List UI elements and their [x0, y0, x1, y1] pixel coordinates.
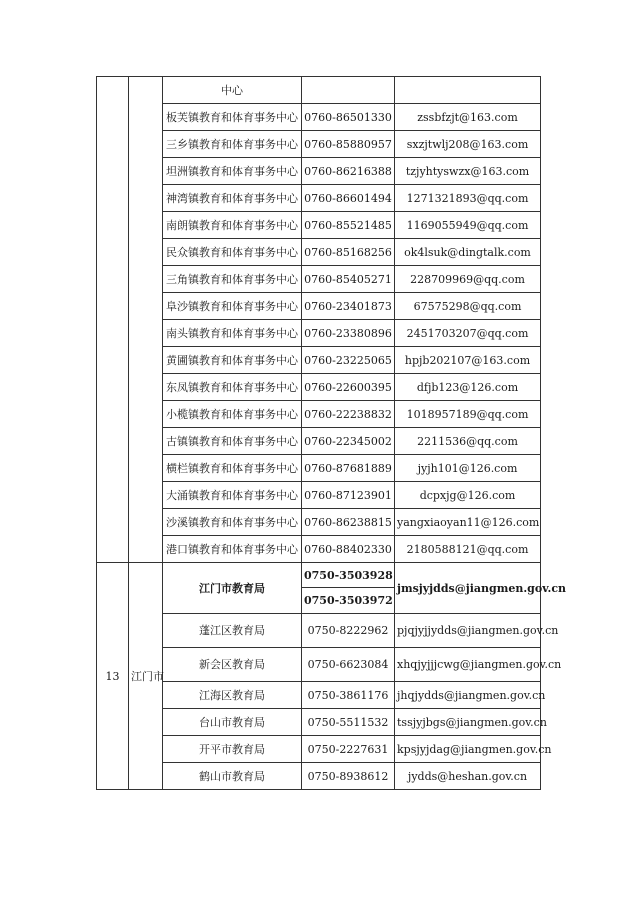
unit-cell: 大涌镇教育和体育事务中心	[163, 482, 302, 509]
unit-cell: 中心	[163, 77, 302, 104]
email-cell: pjqjyjjydds@jiangmen.gov.cn	[395, 614, 541, 648]
table-row	[97, 158, 541, 185]
email-cell: dcpxjg@126.com	[395, 482, 541, 509]
table-row	[97, 763, 541, 790]
email-cell: 1169055949@qq.com	[395, 212, 541, 239]
phone-cell: 0760-86501330	[302, 104, 395, 131]
email-cell: dfjb123@126.com	[395, 374, 541, 401]
phone-cell: 0760-85521485	[302, 212, 395, 239]
table-row	[97, 131, 541, 158]
table-row	[97, 293, 541, 320]
unit-cell: 古镇镇教育和体育事务中心	[163, 428, 302, 455]
table-row	[97, 536, 541, 563]
email-cell: hpjb202107@163.com	[395, 347, 541, 374]
table-row	[97, 320, 541, 347]
table-row	[97, 185, 541, 212]
unit-cell: 东凤镇教育和体育事务中心	[163, 374, 302, 401]
unit-cell: 开平市教育局	[163, 736, 302, 763]
phone-cell: 0750-2227631	[302, 736, 395, 763]
email-cell: yangxiaoyan11@126.com	[395, 509, 541, 536]
city-cell: 江门市	[129, 563, 163, 790]
unit-cell: 江门市教育局	[163, 563, 302, 614]
phone-cell: 0760-23401873	[302, 293, 395, 320]
phone-cell: 0760-88402330	[302, 536, 395, 563]
table-row	[97, 266, 541, 293]
email-cell: jyjh101@126.com	[395, 455, 541, 482]
phone-cell: 0750-3503972	[302, 588, 395, 614]
email-cell	[395, 77, 541, 104]
unit-cell: 鹤山市教育局	[163, 763, 302, 790]
table-row	[97, 614, 541, 648]
email-cell: jmsjyjdds@jiangmen.gov.cn	[395, 563, 541, 614]
phone-cell: 0760-23380896	[302, 320, 395, 347]
unit-cell: 沙溪镇教育和体育事务中心	[163, 509, 302, 536]
city-cell	[129, 77, 163, 563]
table-row	[97, 374, 541, 401]
unit-cell: 民众镇教育和体育事务中心	[163, 239, 302, 266]
phone-cell: 0760-86601494	[302, 185, 395, 212]
unit-cell: 阜沙镇教育和体育事务中心	[163, 293, 302, 320]
phone-cell: 0760-22345002	[302, 428, 395, 455]
email-cell: 2451703207@qq.com	[395, 320, 541, 347]
index-cell	[97, 77, 129, 563]
phone-cell: 0750-3861176	[302, 682, 395, 709]
unit-cell: 三乡镇教育和体育事务中心	[163, 131, 302, 158]
table-row	[97, 509, 541, 536]
email-cell: zssbfzjt@163.com	[395, 104, 541, 131]
phone-cell: 0760-87681889	[302, 455, 395, 482]
email-cell: jydds@heshan.gov.cn	[395, 763, 541, 790]
phone-cell: 0760-87123901	[302, 482, 395, 509]
email-cell: 228709969@qq.com	[395, 266, 541, 293]
table-row	[97, 709, 541, 736]
phone-cell: 0750-6623084	[302, 648, 395, 682]
unit-cell: 三角镇教育和体育事务中心	[163, 266, 302, 293]
unit-cell: 南朗镇教育和体育事务中心	[163, 212, 302, 239]
table-row	[97, 482, 541, 509]
email-cell: ok4lsuk@dingtalk.com	[395, 239, 541, 266]
phone-cell: 0750-8938612	[302, 763, 395, 790]
unit-cell: 台山市教育局	[163, 709, 302, 736]
email-cell: tssjyjbgs@jiangmen.gov.cn	[395, 709, 541, 736]
email-cell: 2180588121@qq.com	[395, 536, 541, 563]
unit-cell: 蓬江区教育局	[163, 614, 302, 648]
phone-cell: 0750-5511532	[302, 709, 395, 736]
phone-cell: 0760-85405271	[302, 266, 395, 293]
unit-cell: 黄圃镇教育和体育事务中心	[163, 347, 302, 374]
table-row	[97, 682, 541, 709]
table-row	[97, 77, 541, 104]
table-row	[97, 563, 541, 588]
phone-cell: 0760-85880957	[302, 131, 395, 158]
unit-cell: 横栏镇教育和体育事务中心	[163, 455, 302, 482]
phone-cell: 0760-22238832	[302, 401, 395, 428]
jiangmen-section	[97, 563, 567, 790]
unit-cell: 板芙镇教育和体育事务中心	[163, 104, 302, 131]
table-row	[97, 104, 541, 131]
phone-cell: 0760-86238815	[302, 509, 395, 536]
phone-cell: 0760-22600395	[302, 374, 395, 401]
index-cell: 13	[97, 563, 129, 790]
email-cell: 2211536@qq.com	[395, 428, 541, 455]
zhongshan-section	[97, 77, 541, 563]
email-cell: kpsjyjdag@jiangmen.gov.cn	[395, 736, 541, 763]
phone-cell: 0760-86216388	[302, 158, 395, 185]
email-cell: 1018957189@qq.com	[395, 401, 541, 428]
email-cell: 67575298@qq.com	[395, 293, 541, 320]
phone-cell: 0760-85168256	[302, 239, 395, 266]
table-row	[97, 455, 541, 482]
unit-cell: 新会区教育局	[163, 648, 302, 682]
phone-cell	[302, 77, 395, 104]
unit-cell: 小榄镇教育和体育事务中心	[163, 401, 302, 428]
email-cell: 1271321893@qq.com	[395, 185, 541, 212]
phone-cell: 0750-8222962	[302, 614, 395, 648]
table-row	[97, 736, 541, 763]
email-cell: tzjyhtyswzx@163.com	[395, 158, 541, 185]
table-row	[97, 428, 541, 455]
table-row	[97, 401, 541, 428]
unit-cell: 南头镇教育和体育事务中心	[163, 320, 302, 347]
unit-cell: 神湾镇教育和体育事务中心	[163, 185, 302, 212]
email-cell: sxzjtwlj208@163.com	[395, 131, 541, 158]
contact-table	[96, 76, 567, 790]
table-row	[97, 212, 541, 239]
email-cell: jhqjydds@jiangmen.gov.cn	[395, 682, 541, 709]
unit-cell: 港口镇教育和体育事务中心	[163, 536, 302, 563]
unit-cell: 江海区教育局	[163, 682, 302, 709]
email-cell: xhqjyjjjcwg@jiangmen.gov.cn	[395, 648, 541, 682]
table-row	[97, 347, 541, 374]
phone-cell: 0760-23225065	[302, 347, 395, 374]
phone-cell: 0750-3503928	[302, 563, 395, 588]
unit-cell: 坦洲镇教育和体育事务中心	[163, 158, 302, 185]
table-row	[97, 239, 541, 266]
